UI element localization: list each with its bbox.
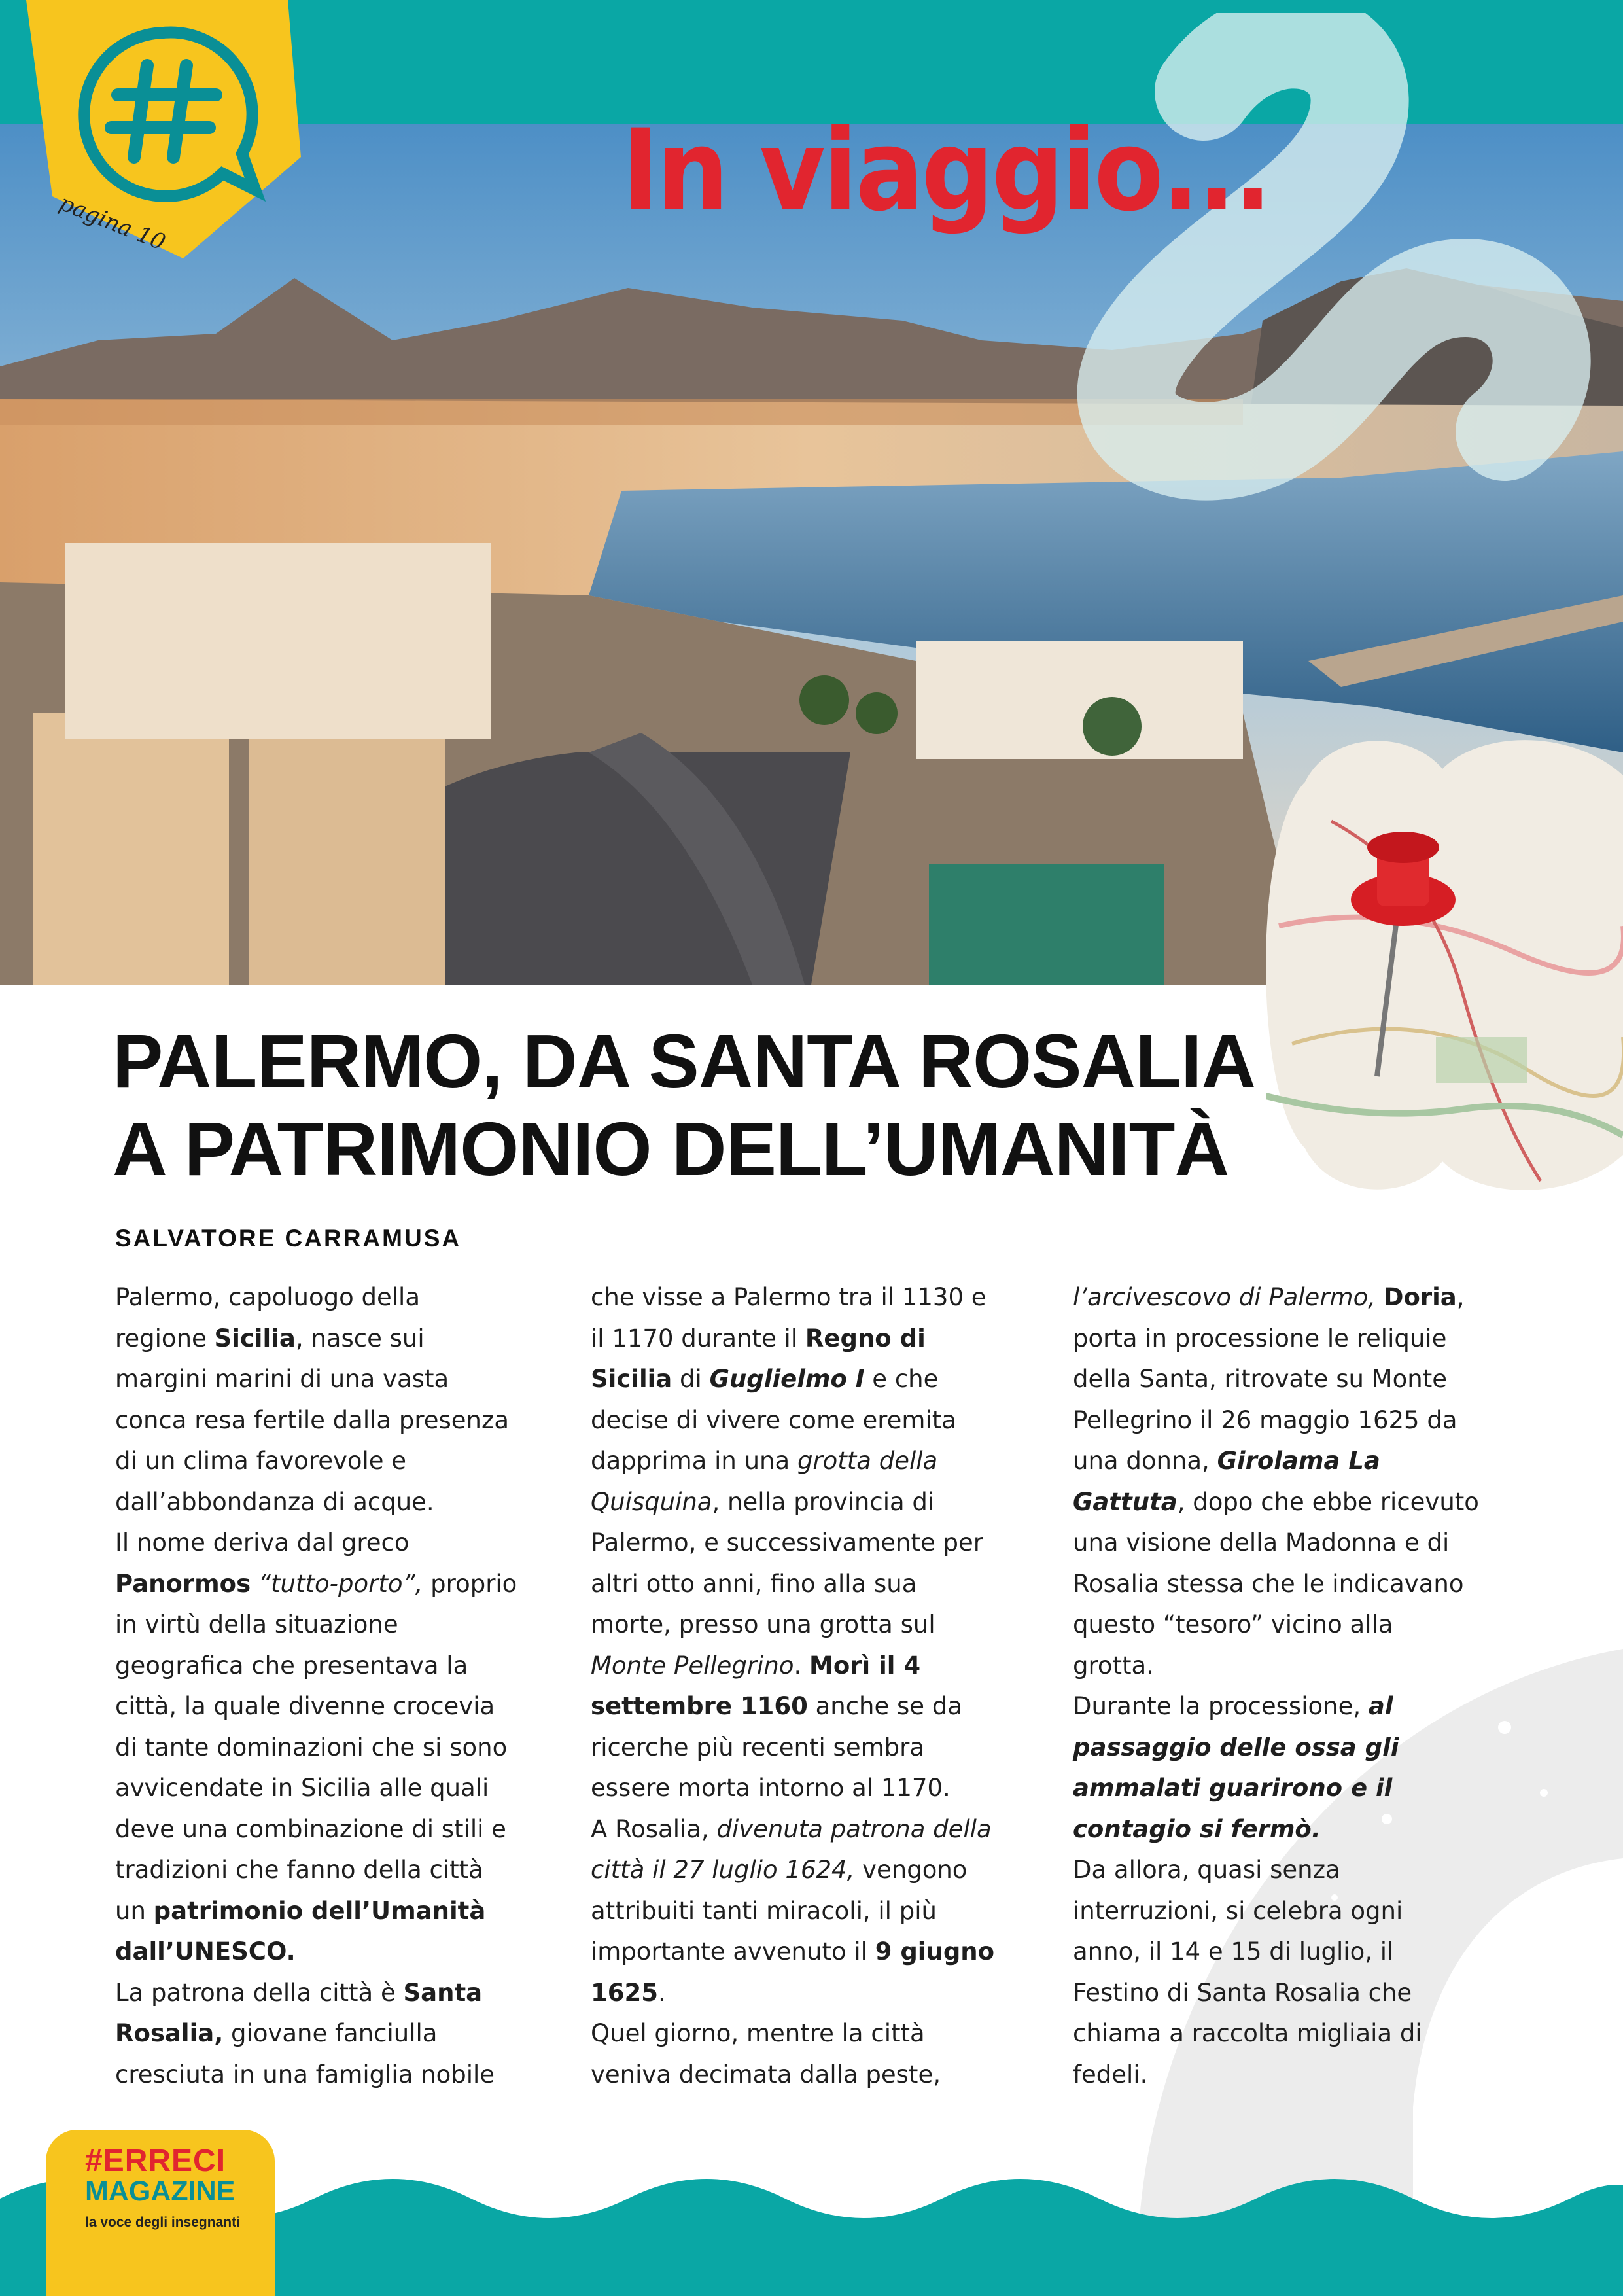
headline-line-2: A PATRIMONIO DELL’UMANITÀ (113, 1106, 1229, 1192)
text-run: Pellegrino il 26 maggio 1625 da (1073, 1405, 1457, 1434)
text-run: questo “tesoro” vicino alla (1073, 1610, 1393, 1638)
hashtag-badge (26, 0, 301, 258)
article-column-2 (591, 1277, 1022, 2095)
text-line (591, 1891, 1022, 1932)
text-run: conca resa fertile dalla presenza (115, 1405, 510, 1434)
text-run: contagio si fermò. (1073, 1814, 1321, 1843)
text-run (1376, 1283, 1384, 1311)
text-run: vengono (854, 1856, 968, 1884)
text-run: regione (115, 1324, 215, 1352)
text-run: Gattuta (1073, 1487, 1178, 1516)
text-line (591, 1400, 1022, 1441)
text-line (1073, 1482, 1505, 1523)
text-run (251, 1570, 258, 1598)
text-run: cresciuta in una famiglia nobile (115, 2060, 495, 2089)
text-run: , nasce sui (295, 1324, 425, 1352)
text-line (115, 1973, 547, 2014)
text-run: avvicendate in Sicilia alle quali (115, 1774, 489, 1802)
text-line (115, 2055, 547, 2096)
text-run: fedeli. (1073, 2060, 1148, 2089)
text-line (115, 1400, 547, 1441)
text-run: al (1368, 1692, 1393, 1720)
text-line (115, 1686, 547, 1727)
text-run: interruzioni, si celebra ogni (1073, 1896, 1403, 1925)
text-line (1073, 1850, 1505, 1891)
text-run: Rosalia, (115, 2019, 224, 2047)
text-run: “tutto-porto”, (258, 1569, 423, 1598)
text-run: Sicilia (214, 1324, 296, 1352)
author-byline: SALVATORE CARRAMUSA (115, 1225, 462, 1252)
text-line (115, 1891, 547, 1932)
text-run: di tante dominazioni che si sono (115, 1733, 508, 1761)
text-line (591, 1482, 1022, 1523)
text-line (115, 1850, 547, 1891)
text-line (1073, 1604, 1505, 1646)
text-run: città il 27 luglio 1624, (591, 1856, 855, 1884)
text-run: Da allora, quasi senza (1073, 1856, 1340, 1884)
text-run: e che (864, 1365, 939, 1393)
text-run: patrimonio dell’Umanità (153, 1896, 486, 1925)
text-run: La patrona della città è (115, 1978, 404, 2007)
article-column-1 (115, 1277, 547, 2095)
text-line (591, 1523, 1022, 1564)
text-line (115, 1564, 547, 1605)
text-run: città, la quale divenne crocevia (115, 1692, 495, 1720)
text-line (1073, 2013, 1505, 2055)
text-run: decise di vivere come eremita (591, 1405, 956, 1434)
text-run: tradizioni che fanno della città (115, 1856, 483, 1884)
text-line (591, 1973, 1022, 2014)
text-line (1073, 2055, 1505, 2096)
text-line (591, 2013, 1022, 2055)
logo-subtitle: MAGAZINE (85, 2176, 236, 2207)
text-run: Girolama La (1217, 1447, 1380, 1475)
text-run: Regno di (805, 1324, 926, 1352)
text-run: di (672, 1365, 710, 1393)
text-run: Panormos (115, 1569, 251, 1598)
text-run: anche se da (807, 1692, 962, 1720)
text-run: Quel giorno, mentre la città (591, 2019, 925, 2047)
text-run: . (794, 1651, 810, 1680)
text-run: geografica che presentava la (115, 1651, 468, 1680)
text-run: A Rosalia, (591, 1814, 717, 1843)
text-line (1073, 1359, 1505, 1400)
text-run: una donna, (1073, 1447, 1217, 1475)
text-line (1073, 1932, 1505, 1973)
text-run: dall’abbondanza di acque. (115, 1487, 434, 1516)
text-run: importante avvenuto il (591, 1937, 875, 1966)
text-run: proprio (423, 1569, 517, 1598)
text-run: in virtù della situazione (115, 1610, 398, 1638)
text-run: ricerche più recenti sembra (591, 1733, 925, 1761)
text-run: , (1456, 1283, 1465, 1311)
text-run: 9 giugno (875, 1937, 995, 1966)
text-line (591, 1359, 1022, 1400)
text-run: dapprima in una (591, 1447, 797, 1475)
text-run: grotta. (1073, 1651, 1154, 1680)
text-run: morte, presso una grotta sul (591, 1610, 935, 1638)
text-line (1073, 1318, 1505, 1360)
text-line (591, 1441, 1022, 1482)
text-run: passaggio delle ossa gli (1073, 1733, 1399, 1761)
text-line (115, 1932, 547, 1973)
text-line (591, 1932, 1022, 1973)
text-run: veniva decimata dalla peste, (591, 2060, 941, 2089)
text-line (1073, 1523, 1505, 1564)
text-run: deve una combinazione di stili e (115, 1814, 506, 1843)
text-run: un (115, 1896, 154, 1925)
text-run: 1625 (591, 1978, 658, 2007)
text-line (115, 1359, 547, 1400)
text-run: una visione della Madonna e di (1073, 1528, 1450, 1557)
text-run: Il nome deriva dal greco (115, 1528, 410, 1557)
text-line (591, 1646, 1022, 1687)
page-number-label: pagina 10 (56, 190, 169, 256)
text-run: giovane fanciulla (223, 2019, 438, 2047)
text-line (591, 1318, 1022, 1360)
text-run: essere morta intorno al 1170. (591, 1774, 951, 1802)
text-run: altri otto anni, fino alla sua (591, 1569, 917, 1598)
text-line (591, 1277, 1022, 1318)
article-headline (113, 1017, 1264, 1193)
text-line (115, 1604, 547, 1646)
text-run: il 1170 durante il (591, 1324, 805, 1352)
text-run: anno, il 14 e 15 di luglio, il (1073, 1937, 1394, 1966)
text-run: porta in processione le reliquie (1073, 1324, 1447, 1352)
text-run: settembre 1160 (591, 1692, 808, 1720)
text-line (115, 1482, 547, 1523)
text-run: , nella provincia di (712, 1487, 935, 1516)
text-line (115, 1809, 547, 1850)
text-line (1073, 1564, 1505, 1605)
text-run: Doria (1383, 1283, 1457, 1311)
text-line (1073, 1400, 1505, 1441)
text-run: che visse a Palermo tra il 1130 e (591, 1283, 986, 1311)
text-run: , dopo che ebbe ricevuto (1177, 1487, 1479, 1516)
text-line (591, 1727, 1022, 1769)
text-line (115, 1727, 547, 1769)
text-line (115, 1523, 547, 1564)
text-run: grotta della (797, 1447, 938, 1475)
text-line (115, 1318, 547, 1360)
text-run: ammalati guarirono e il (1073, 1774, 1393, 1802)
text-run: Guglielmo I (709, 1365, 865, 1393)
text-run: . (657, 1978, 666, 2007)
text-line (1073, 1768, 1505, 1809)
text-run: dall’UNESCO. (115, 1937, 296, 1966)
text-line (591, 2055, 1022, 2096)
logo-title: #ERRECI (85, 2144, 226, 2178)
article-column-3 (1073, 1277, 1505, 2095)
text-run: Palermo, capoluogo della (115, 1283, 421, 1311)
decorative-swirl (1047, 13, 1622, 510)
text-run: Rosalia stessa che le indicavano (1073, 1569, 1464, 1598)
text-line (1073, 1809, 1505, 1850)
text-run: di un clima favorevole e (115, 1447, 407, 1475)
text-run: chiama a raccolta migliaia di (1073, 2019, 1422, 2047)
text-run: margini marini di una vasta (115, 1365, 449, 1393)
text-run: Santa (403, 1978, 483, 2007)
text-line (115, 1441, 547, 1482)
text-line (591, 1809, 1022, 1850)
text-line (591, 1604, 1022, 1646)
text-run: Festino di Santa Rosalia che (1073, 1978, 1412, 2007)
text-line (115, 1768, 547, 1809)
text-run: Palermo, e successivamente per (591, 1528, 983, 1557)
text-run: attribuiti tanti miracoli, il più (591, 1896, 937, 1925)
text-run: Durante la processione, (1073, 1692, 1369, 1720)
map-pin-image (1266, 730, 1623, 1201)
logo-tagline: la voce degli insegnanti (85, 2215, 240, 2230)
text-line (1073, 1973, 1505, 2014)
text-run: Monte Pellegrino (591, 1651, 794, 1680)
text-run: l’arcivescovo di Palermo, (1073, 1283, 1376, 1311)
text-line (1073, 1441, 1505, 1482)
text-run: divenuta patrona della (716, 1814, 992, 1843)
text-line (591, 1564, 1022, 1605)
text-line (115, 1646, 547, 1687)
text-line (1073, 1727, 1505, 1769)
text-run: Morì il 4 (809, 1651, 921, 1680)
text-line (591, 1768, 1022, 1809)
text-line (591, 1850, 1022, 1891)
text-line (115, 1277, 547, 1318)
text-line (1073, 1891, 1505, 1932)
text-line (1073, 1686, 1505, 1727)
text-line (115, 2013, 547, 2055)
section-title: In viaggio... (621, 105, 1270, 236)
headline-line-1: PALERMO, DA SANTA ROSALIA (113, 1019, 1256, 1104)
text-run: della Santa, ritrovate su Monte (1073, 1365, 1447, 1393)
text-run: Sicilia (591, 1365, 672, 1393)
text-run: Quisquina (591, 1487, 712, 1516)
text-line (1073, 1277, 1505, 1318)
text-line (591, 1686, 1022, 1727)
erreci-magazine-logo (46, 2130, 275, 2296)
text-line (1073, 1646, 1505, 1687)
